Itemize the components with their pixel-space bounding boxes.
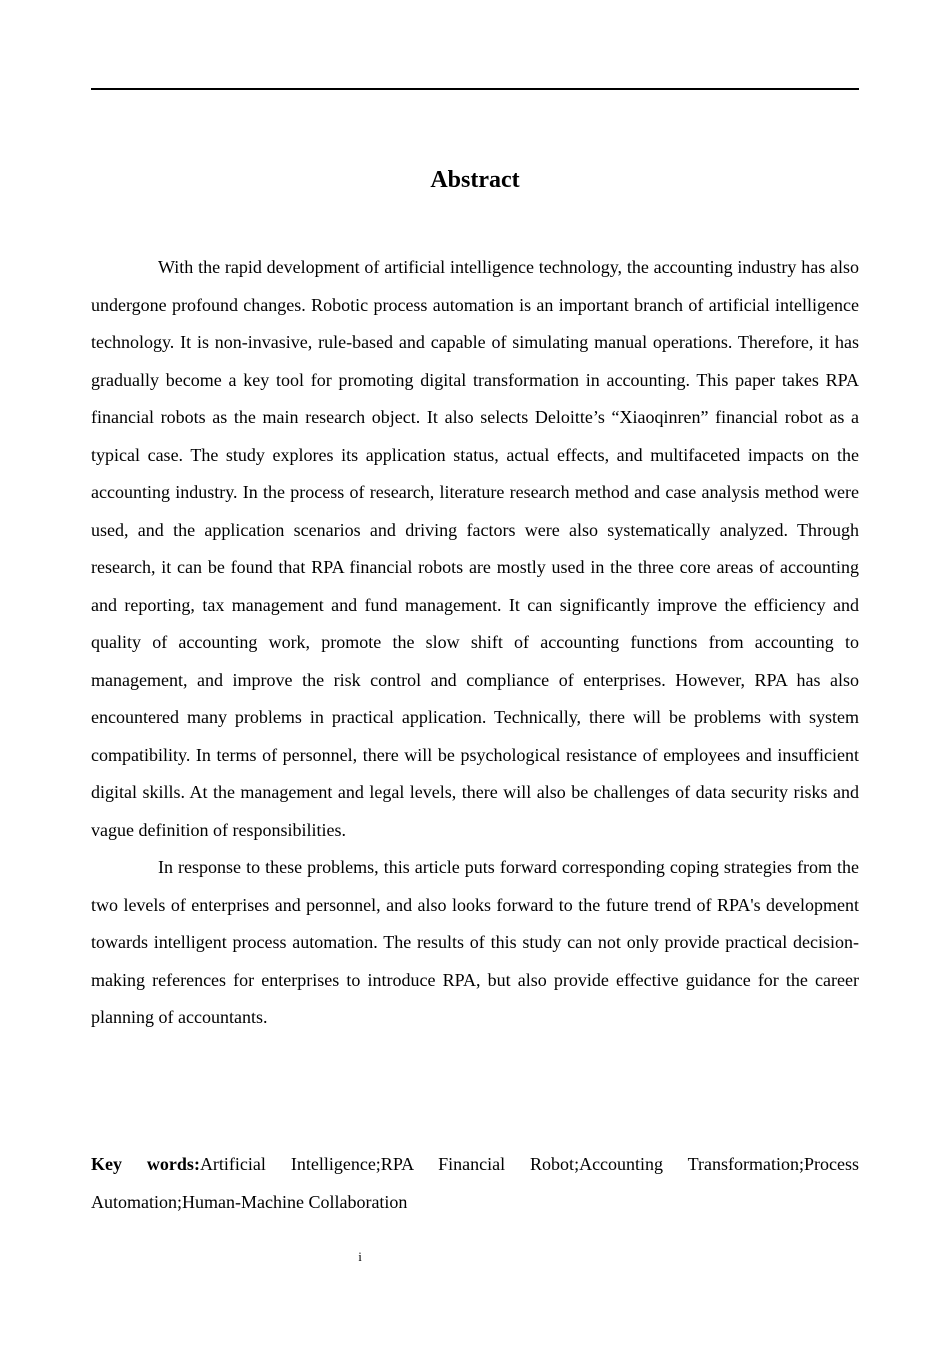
abstract-title: Abstract	[430, 167, 520, 193]
page-number: i	[358, 1249, 362, 1264]
keywords-label: Key words:	[91, 1154, 200, 1174]
header-rule	[91, 88, 859, 90]
abstract-paragraph-1: With the rapid development of artificial intelligence technology, the accounting industry has also undergone profound changes. Robotic process automation is an important branch of artificial intelligence technology. It is non-invasive, rule-based and capable of simulating manual operations. Therefore, it has gradually become a key tool for promoting digital transformation in accounting. This paper takes RPA financial robots as the main research object. It also selects Deloitte’s “Xiaoqinren” financial robot as a typical case. The study explores its application status, actual effects, and multifaceted impacts on the accounting industry. In the process of research, literature research method and case analysis method were used, and the application scenarios and driving factors were also systematically analyzed. Through research, it can be found that RPA financial robots are mostly used in the three core areas of accounting and reporting, tax management and fund management. It can significantly improve the efficiency and quality of accounting work, promote the slow shift of accounting functions from accounting to management, and improve the risk control and compliance of enterprises. However, RPA has also encountered many problems in practical application. Technically, there will be problems with system compatibility. In terms of personnel, there will be psychological resistance of employees and insufficient digital skills. At the management and legal levels, there will also be challenges of data security risks and vague definition of responsibilities.	[91, 257, 859, 840]
keywords-text: Artificial Intelligence;RPA Financial Robot;Accounting Transformation;Process Automation;Human-Machine Collaboration	[91, 1154, 859, 1212]
abstract-body	[91, 249, 859, 1037]
abstract-paragraph-2: In response to these problems, this article puts forward corresponding coping strategies from the two levels of enterprises and personnel, and also looks forward to the future trend of RPA's development towards intelligent process automation. The results of this study can not only provide practical decision-making references for enterprises to introduce RPA, but also provide effective guidance for the career planning of accountants.	[91, 857, 859, 1027]
keywords-section	[91, 1146, 859, 1221]
